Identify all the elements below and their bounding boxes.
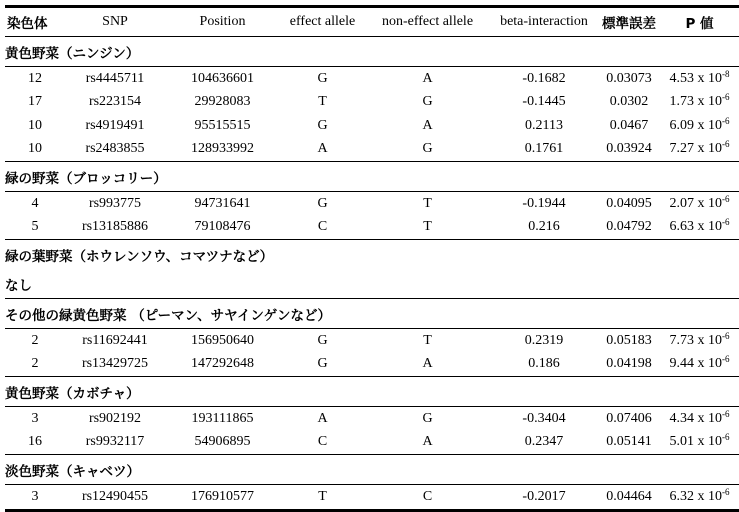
cell-beta-interaction: 0.2113: [525, 117, 563, 133]
table-row: [5, 329, 739, 353]
cell-non-effect-allele: A: [422, 70, 433, 86]
p-value-base: 4.53 x 10: [669, 70, 722, 86]
group-label: 黄色野菜（カボチャ）: [5, 377, 739, 407]
cell-effect-allele: G: [317, 195, 328, 211]
cell-effect-allele: A: [280, 138, 365, 162]
cell-beta-interaction: -0.2017: [490, 485, 598, 511]
cell-beta-interaction: -0.3404: [522, 410, 566, 426]
table-row: [5, 407, 739, 431]
p-value-exponent: -6: [722, 354, 730, 365]
p-value-exponent: -6: [722, 408, 730, 419]
cell-standard-error: 0.04792: [598, 216, 660, 240]
cell-effect-allele: T: [318, 94, 327, 110]
table-row: [5, 91, 739, 115]
cell-effect-allele: T: [280, 485, 365, 511]
cell-chromosome: 12: [28, 70, 42, 86]
cell-effect-allele: G: [317, 332, 328, 348]
cell-snp: rs223154: [88, 94, 142, 110]
cell-non-effect-allele: A: [422, 117, 433, 133]
group-header-row: [5, 299, 739, 329]
group-label: 淡色野菜（キャベツ）: [5, 455, 739, 485]
p-value-base: 6.09 x 10: [669, 117, 722, 133]
cell-chromosome: 3: [31, 410, 39, 426]
group-header-row: [5, 37, 739, 67]
table-row: [5, 138, 739, 162]
header-snp: SNP: [65, 7, 165, 37]
table-row: [5, 114, 739, 138]
p-value-base: 6.63 x 10: [669, 219, 722, 235]
p-value-exponent: -6: [722, 432, 730, 443]
cell-position: 95515515: [194, 117, 251, 133]
cell-p-value: [660, 329, 739, 353]
p-value-exponent: -6: [722, 486, 730, 497]
cell-standard-error: 0.0302: [609, 94, 649, 110]
cell-chromosome: 2: [5, 353, 65, 377]
cell-snp: rs11692441: [82, 332, 148, 348]
cell-p-value: [660, 192, 739, 216]
cell-snp: rs902192: [88, 410, 142, 426]
table-row: [5, 353, 739, 377]
p-value-base: 5.01 x 10: [669, 434, 722, 450]
p-value-base: 7.27 x 10: [669, 141, 722, 157]
p-value-exponent: -6: [722, 139, 730, 150]
cell-beta-interaction: -0.1682: [522, 70, 566, 86]
snp-results-table: [5, 5, 739, 512]
cell-non-effect-allele: T: [423, 332, 432, 348]
cell-beta-interaction: 0.2347: [490, 431, 598, 455]
cell-standard-error: 0.04464: [598, 485, 660, 511]
cell-beta-interaction: 0.1761: [490, 138, 598, 162]
cell-non-effect-allele: A: [365, 431, 490, 455]
cell-non-effect-allele: G: [422, 94, 433, 110]
header-position: Position: [165, 7, 280, 37]
cell-position: 128933992: [165, 138, 280, 162]
header-p-value: P 値: [660, 7, 739, 37]
group-header-row: [5, 377, 739, 407]
table-row: [5, 192, 739, 216]
cell-position: 29928083: [194, 94, 251, 110]
group-label: その他の緑黄色野菜 （ピーマン、サヤインゲンなど）: [5, 299, 739, 329]
cell-chromosome: 3: [5, 485, 65, 511]
p-value-exponent: -6: [722, 115, 730, 126]
cell-non-effect-allele: G: [422, 410, 433, 426]
cell-snp: rs9932117: [65, 431, 165, 455]
cell-position: 54906895: [165, 431, 280, 455]
table-body: [5, 37, 739, 511]
cell-chromosome: 10: [5, 138, 65, 162]
cell-effect-allele: C: [280, 216, 365, 240]
table-row: [5, 67, 739, 91]
cell-chromosome: 17: [28, 94, 42, 110]
cell-position: 156950640: [191, 332, 254, 348]
header-chromosome: 染色体: [5, 7, 65, 37]
cell-chromosome: 5: [5, 216, 65, 240]
cell-chromosome: 16: [5, 431, 65, 455]
cell-p-value: [660, 485, 739, 511]
group-header-row: [5, 455, 739, 485]
table-row: [5, 485, 739, 511]
cell-effect-allele: G: [317, 117, 328, 133]
group-header-row: [5, 162, 739, 192]
cell-beta-interaction: -0.1944: [522, 195, 566, 211]
cell-standard-error: 0.04095: [606, 195, 652, 211]
cell-position: 94731641: [194, 195, 251, 211]
cell-effect-allele: G: [317, 70, 328, 86]
cell-standard-error: 0.05183: [606, 332, 652, 348]
cell-p-value: [660, 431, 739, 455]
group-header-row: [5, 240, 739, 270]
cell-snp: rs12490455: [65, 485, 165, 511]
cell-position: 147292648: [165, 353, 280, 377]
cell-non-effect-allele: T: [423, 195, 432, 211]
cell-beta-interaction: 0.186: [490, 353, 598, 377]
cell-p-value: [660, 91, 739, 115]
cell-beta-interaction: -0.1445: [522, 94, 566, 110]
p-value-exponent: -8: [722, 68, 730, 79]
p-value-base: 2.07 x 10: [669, 195, 722, 211]
p-value-exponent: -6: [722, 217, 730, 228]
cell-beta-interaction: 0.216: [490, 216, 598, 240]
cell-standard-error: 0.07406: [606, 410, 652, 426]
group-label: 緑の野菜（ブロッコリー）: [5, 162, 739, 192]
cell-standard-error: 0.04198: [598, 353, 660, 377]
cell-snp: rs4445711: [85, 70, 145, 86]
p-value-base: 6.32 x 10: [669, 488, 722, 504]
cell-position: 176910577: [165, 485, 280, 511]
cell-snp: rs2483855: [65, 138, 165, 162]
p-value-base: 7.73 x 10: [669, 332, 722, 348]
cell-position: 193111865: [191, 410, 254, 426]
cell-effect-allele: G: [280, 353, 365, 377]
header-effect-allele: effect allele: [280, 7, 365, 37]
cell-p-value: [660, 138, 739, 162]
cell-snp: rs13429725: [65, 353, 165, 377]
group-note-row: [5, 269, 739, 299]
cell-effect-allele: A: [317, 410, 328, 426]
p-value-base: 1.73 x 10: [669, 94, 722, 110]
cell-non-effect-allele: C: [365, 485, 490, 511]
table-row: [5, 431, 739, 455]
cell-p-value: [660, 216, 739, 240]
cell-snp: rs993775: [88, 195, 142, 211]
header-beta-interaction: beta-interaction: [490, 7, 598, 37]
snp-results-table-container: [5, 5, 730, 512]
cell-p-value: [660, 353, 739, 377]
cell-chromosome: 4: [31, 195, 39, 211]
group-label: 黄色野菜（ニンジン）: [5, 37, 739, 67]
cell-beta-interaction: 0.2319: [524, 332, 564, 348]
table-row: [5, 216, 739, 240]
cell-p-value: [660, 67, 739, 91]
cell-effect-allele: C: [280, 431, 365, 455]
p-value-base: 9.44 x 10: [669, 356, 722, 372]
p-value-exponent: -6: [722, 193, 730, 204]
cell-p-value: [660, 407, 739, 431]
group-note: なし: [5, 269, 739, 299]
cell-p-value: [660, 114, 739, 138]
p-value-exponent: -6: [722, 330, 730, 341]
cell-non-effect-allele: G: [365, 138, 490, 162]
cell-standard-error: 0.05141: [598, 431, 660, 455]
cell-position: 104636601: [191, 70, 254, 86]
cell-non-effect-allele: T: [365, 216, 490, 240]
header-row: [5, 7, 739, 37]
group-label: 緑の葉野菜（ホウレンソウ、コマツナなど）: [5, 248, 274, 265]
cell-snp: rs13185886: [65, 216, 165, 240]
cell-chromosome: 10: [28, 117, 42, 133]
p-value-base: 4.34 x 10: [669, 410, 722, 426]
cell-standard-error: 0.03073: [606, 70, 652, 86]
cell-chromosome: 2: [31, 332, 39, 348]
header-non-effect-allele: non-effect allele: [365, 7, 490, 37]
cell-non-effect-allele: A: [365, 353, 490, 377]
cell-standard-error: 0.0467: [609, 117, 649, 133]
p-value-exponent: -6: [722, 92, 730, 103]
header-standard-error: 標準誤差: [598, 7, 660, 37]
cell-standard-error: 0.03924: [598, 138, 660, 162]
cell-snp: rs4919491: [85, 117, 145, 133]
cell-position: 79108476: [165, 216, 280, 240]
